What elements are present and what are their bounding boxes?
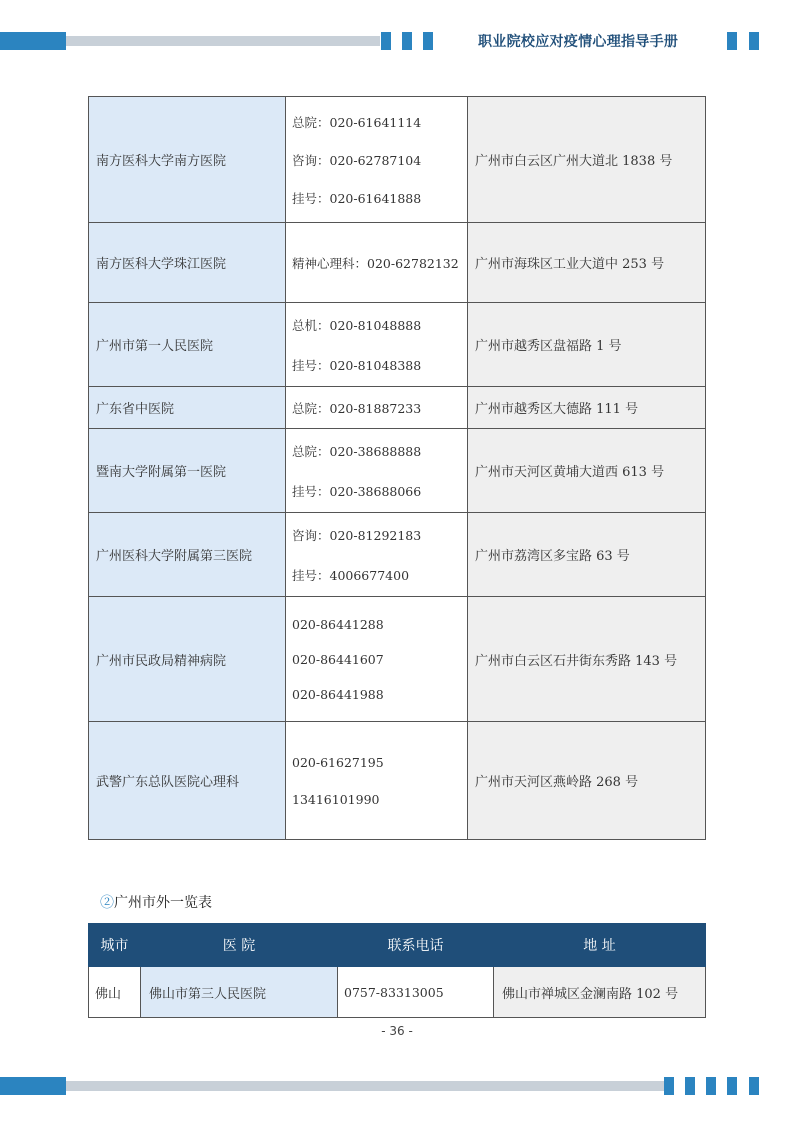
address-cell: 广州市白云区石井街东秀路 143 号 bbox=[468, 597, 706, 722]
phone-line: 020-86441288 bbox=[292, 616, 384, 632]
header-square bbox=[381, 32, 391, 50]
phone-cell bbox=[286, 722, 468, 840]
address-cell: 广州市海珠区工业大道中 253 号 bbox=[468, 223, 706, 303]
phone-line: 挂号：4006677400 bbox=[292, 567, 410, 583]
table-row bbox=[89, 722, 706, 840]
hospital-name-cell: 广东省中医院 bbox=[89, 387, 286, 429]
header-square bbox=[423, 32, 433, 50]
footer-bar-accent bbox=[0, 1077, 66, 1095]
section-title bbox=[100, 892, 212, 912]
phone-line: 020-61627195 bbox=[292, 754, 384, 770]
header-square bbox=[749, 32, 759, 50]
table-header-row bbox=[89, 924, 706, 967]
phone-line: 挂号：020-81048388 bbox=[292, 357, 422, 373]
header-city: 城市 bbox=[89, 924, 141, 967]
section-title-text: 广州市外一览表 bbox=[114, 895, 212, 911]
header-phone: 联系电话 bbox=[338, 924, 494, 967]
hospital-name-cell: 广州市民政局精神病院 bbox=[89, 597, 286, 722]
header-title: 职业院校应对疫情心理指导手册 bbox=[478, 34, 679, 50]
hospital-name-cell: 南方医科大学珠江医院 bbox=[89, 223, 286, 303]
address-cell: 广州市荔湾区多宝路 63 号 bbox=[468, 513, 706, 597]
address-cell: 广州市越秀区盘福路 1 号 bbox=[468, 303, 706, 387]
address-cell: 广州市天河区燕岭路 268 号 bbox=[468, 722, 706, 840]
phone-line: 总机：020-81048888 bbox=[292, 317, 422, 333]
phone-cell bbox=[286, 597, 468, 722]
phone-cell bbox=[286, 303, 468, 387]
phone-cell bbox=[286, 387, 468, 429]
table-row bbox=[89, 513, 706, 597]
footer-square bbox=[685, 1077, 695, 1095]
phone-line: 咨询：020-81292183 bbox=[292, 527, 422, 543]
table-row bbox=[89, 429, 706, 513]
phone-line: 精神心理科：020-62782132 bbox=[292, 255, 459, 271]
phone-line: 020-86441988 bbox=[292, 686, 384, 702]
footer-square bbox=[727, 1077, 737, 1095]
address-cell: 广州市天河区黄埔大道西 613 号 bbox=[468, 429, 706, 513]
phone-line: 020-86441607 bbox=[292, 651, 384, 667]
hospital-table-outside bbox=[88, 923, 706, 1018]
phone-cell bbox=[286, 223, 468, 303]
hospital-name-cell: 广州市第一人民医院 bbox=[89, 303, 286, 387]
table-row bbox=[89, 303, 706, 387]
header-hospital: 医 院 bbox=[141, 924, 338, 967]
footer-bar-grey bbox=[66, 1081, 664, 1091]
header-square bbox=[402, 32, 412, 50]
phone-cell bbox=[286, 429, 468, 513]
hospital-table-body bbox=[89, 97, 706, 840]
hospital-name-cell: 广州医科大学附属第三医院 bbox=[89, 513, 286, 597]
header-address: 地 址 bbox=[494, 924, 706, 967]
phone-line: 挂号：020-61641888 bbox=[292, 190, 422, 206]
address-cell: 佛山市禅城区金澜南路 102 号 bbox=[494, 967, 706, 1018]
phone-line: 总院：020-81887233 bbox=[292, 400, 422, 416]
phone-cell bbox=[286, 513, 468, 597]
table-row bbox=[89, 223, 706, 303]
phone-line: 13416101990 bbox=[292, 791, 380, 807]
footer-square bbox=[664, 1077, 674, 1095]
phone-cell bbox=[286, 97, 468, 223]
address-cell: 广州市白云区广州大道北 1838 号 bbox=[468, 97, 706, 223]
phone-cell: 0757-83313005 bbox=[338, 967, 494, 1018]
page-number: - 36 - bbox=[381, 1024, 413, 1038]
footer-square bbox=[749, 1077, 759, 1095]
phone-line: 总院：020-61641114 bbox=[292, 114, 422, 130]
table-row bbox=[89, 967, 706, 1018]
hospital-name-cell: 武警广东总队医院心理科 bbox=[89, 722, 286, 840]
footer-square bbox=[706, 1077, 716, 1095]
hospital-table-guangzhou bbox=[88, 96, 706, 840]
address-cell: 广州市越秀区大德路 111 号 bbox=[468, 387, 706, 429]
hospital-name-cell: 南方医科大学南方医院 bbox=[89, 97, 286, 223]
table-row bbox=[89, 387, 706, 429]
phone-line: 咨询：020-62787104 bbox=[292, 152, 422, 168]
phone-line: 挂号：020-38688066 bbox=[292, 483, 422, 499]
table-row bbox=[89, 97, 706, 223]
header-bar-accent bbox=[0, 32, 66, 50]
table-row bbox=[89, 597, 706, 722]
section-marker: ② bbox=[100, 895, 114, 911]
phone-line: 总院：020-38688888 bbox=[292, 443, 422, 459]
header-bar-grey bbox=[66, 36, 380, 46]
hospital-cell: 佛山市第三人民医院 bbox=[141, 967, 338, 1018]
header-square bbox=[727, 32, 737, 50]
city-cell: 佛山 bbox=[89, 967, 141, 1018]
hospital-name-cell: 暨南大学附属第一医院 bbox=[89, 429, 286, 513]
